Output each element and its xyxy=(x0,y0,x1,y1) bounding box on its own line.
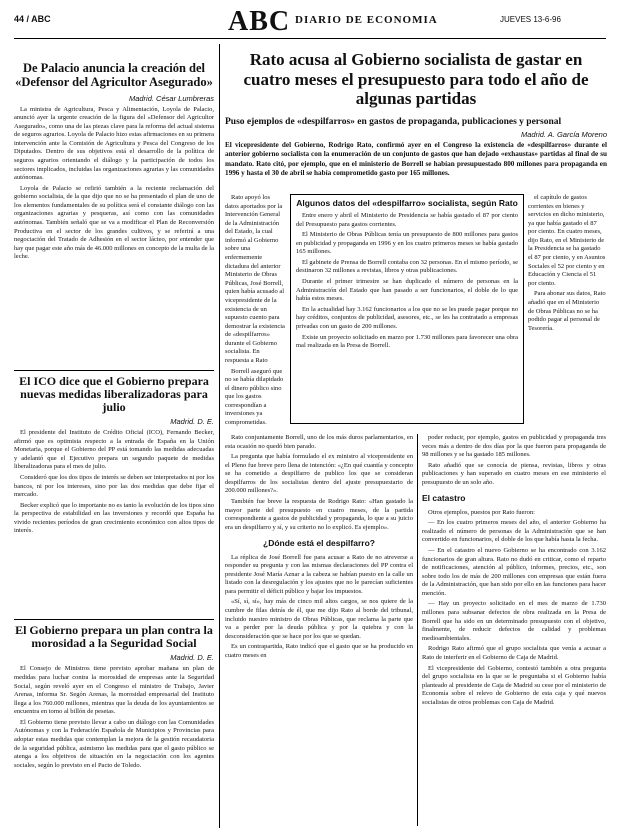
issue-date: JUEVES 13-6-96 xyxy=(500,15,561,24)
paragraph: el capítulo de gastos corrientes en bienes y servicios en dicho ministerio, ya que había gastado el 87 por ciento. En cuatro meses, dijo Rato, en el Ministerio de la Presidencia se ha gastado el 87 por ciento, y en Asuntos Sociales el 52 por ciento y en Educación y Ciencia el 51 por ciento. xyxy=(528,194,606,287)
column-rule xyxy=(219,44,220,828)
story1-headline: De Palacio anuncia la creación del «Defensor del Agricultor Asegurado» xyxy=(15,61,213,89)
paragraph: Becker explicó que lo importante no es tanto la evolución de los tipos sino la perspectiva de estabilidad en las inversiones y recordó que España ha vivido recientes períodos de gran crecimiento económico con altos tipos de interés. xyxy=(14,501,214,535)
main-headline: Rato acusa al Gobierno socialista de gastar en cuatro meses el presupuesto para todo el año de algunas partidas xyxy=(243,50,589,109)
left-column xyxy=(14,44,214,828)
paragraph: Borrell aseguró que no se había dilapidado el dinero público sino que los gastos correspondían a inversiones ya comprometidas. xyxy=(225,367,284,427)
paragraph: Durante el primer trimestre se han duplicado el número de personas en la Administración del Estado que han pasado a ser funcionarios, el doble de lo que había estos meses. xyxy=(296,278,518,303)
paragraph: La pregunta que había formulado el ex ministro al vicepresidente en el Pleno fue breve pero llena de intención: «¿En qué cuantía y concepto se ha cometido a despilfarro de publico los que se consideran despilfarros de los socialistas dentro del ajuste presupuestario de 200.000 millones?». xyxy=(225,453,413,495)
main-col-middle xyxy=(225,434,413,826)
paragraph: Para abonar sus datos, Rato añadió que en el Ministerio de Obras Públicas no se ha podido pagar al personal de Tesorería. xyxy=(528,290,606,332)
story3-byline: Madrid. D. E. xyxy=(170,653,214,663)
main-col-left xyxy=(225,194,285,430)
paragraph: — En el catastro el nuevo Gobierno se ha encontrado con 3.162 funcionarios de gran altura. Rato no dudó en criticar, como el reparto de notificaciones, atención al público, informes, precios, etc., son sobre todo los de más de 200 millones con empresas que están fuera de la Administración, que han sido por ello en las funciones para hacer mención. xyxy=(422,547,606,597)
divider xyxy=(14,619,214,620)
story3-body xyxy=(14,665,214,821)
column-rule xyxy=(417,434,418,826)
paragraph: Consideró que los dos tipos de interés se deben ser interpretados ni por los bancos, ni por los intereses, sino por las dos medidas que debe fijar el mercado. xyxy=(14,473,214,499)
paragraph: poder reducir, por ejemplo, gastos en publicidad y propaganda tres veces más a dentro de dos días por la que fueron para propaganda de 98 millones y se ha gastado 185 millones. xyxy=(422,434,606,459)
main-lead: El vicepresidente del Gobierno, Rodrigo Rato, confirmó ayer en el Congreso la existencia de «despilfarros» durante el anterior gobierno socialista con la enumeración de un conjunto de gastos que han dejado «exhaustas» partidas al final de su mandato. Rato citó, por ejemplo, que en el ministerio de Borrell se habían presupuestado 800 millones para propaganda en 1996 y hasta el 30 de abril se había comprometido gasto por 165 millones. xyxy=(225,141,607,178)
main-col-right xyxy=(528,194,606,430)
paragraph: Rato añadió que se conocía de piensa, revistas, libros y otras publicaciones y han superado en cuatro meses en ese ministerio el presupuesto de un solo año. xyxy=(422,461,606,486)
section-title: DIARIO DE ECONOMIA xyxy=(295,14,438,26)
data-box xyxy=(290,194,524,424)
data-box-body xyxy=(291,212,523,408)
paragraph: También fue breve la respuesta de Rodrigo Rato: «Han gastado la mayor parte del presupuesto en cuatro meses, de la partida correspondiente a gastos de publicidad y propaganda, lo que a su juicio era un despilfarro y sí, y su criterio no lo explicó. Es ejemplo». xyxy=(225,498,413,531)
page-number: 44 / ABC xyxy=(14,14,51,24)
paragraph: Otros ejemplos, puestos por Rato fueron: xyxy=(428,508,535,516)
story2-headline: El ICO dice que el Gobierno prepara nuevas medidas liberalizadoras para julio xyxy=(19,373,209,414)
header-rule xyxy=(14,38,606,39)
story2-byline: Madrid. D. E. xyxy=(170,417,214,427)
main-subheadline: Puso ejemplos de «despilfarros» en gastos de propaganda, publicaciones y personal xyxy=(225,116,562,127)
paragraph: El Gobierno tiene previsto llevar a cabo un diálogo con las Comunidades Autónomas y con la Federación Española de Municipios y Provincias para adoptar estas medidas que contemplan la mejora de la gestión recaudatoria de la seguridad pública, asimismo las medidas para que el gasto público se atenga a los objetivos de situación en la negociación con los agentes sociales, según lo previsto en el Pacto de Toledo. xyxy=(14,718,214,769)
paragraph: Es un contrapartida, Rato indicó que el gasto que se ha producido en cuatro meses en xyxy=(225,643,413,659)
paragraph: Existe un proyecto solicitado en marzo por 1.730 millones para favorecer una obra mal realizada en la Presa de Borrell. xyxy=(296,333,518,350)
main-col-bottom-right xyxy=(422,434,606,826)
data-box-headline: Algunos datos del «despilfarro» socialista, según Rato xyxy=(296,198,518,208)
main-byline: Madrid. A. García Moreno xyxy=(520,130,607,140)
newspaper-logo: ABC xyxy=(228,6,291,37)
paragraph: Rodrigo Rato afirmó que el grupo socialista que venía a acusar a Rato de interferir en el Gobierno de Caja de Madrid. xyxy=(422,645,606,661)
paragraph: La ministra de Agricultura, Pesca y Alimentación, Loyola de Palacio, anunció ayer la urgente creación de la figura del «Defensor del Agricultor Asegurado», como una de las piezas clave para la reforma del actual sistema de seguros agrarios. Loyola de Palacio hizo estas afirmaciones en su primera intervención ante la Comisión de Agricultura y Pesca del Congreso de los Diputados. Dentro de sus objetivos está el desarrollo de la política de seguros agrarios orientando el diálogo y la participación de todos los sectores implicados, incluidas las organizaciones agrarias y las comunidades autónomas. xyxy=(14,105,214,182)
paragraph: — En los cuatro primeros meses del año, el anterior Gobierno ha realizado el número de personas de la Administración que se han convertido en funcionarios, el doble de los que había hasta la fecha. xyxy=(422,519,606,544)
divider xyxy=(14,370,214,371)
paragraph: La réplica de José Borrell fue para acusar a Rato de no atreverse a responder su pregunta y con las mismas declaraciones del PP contra el presidente José María Aznar a la cabeza se habían puesto en la calle un listado con la desregulación y los ajustes que no le parecían suficientes para permitir el déficit público y bajar los impuestos. xyxy=(225,553,413,595)
paragraph: Loyola de Palacio se refirió también a la reciente reclamación del gobierno socialista, de la que dijo que no se ha presentado el plan de uno de los elementos fundamentales de su política será el constante diálogo con las organizaciones agrarias y pesqueras, así como con las comunidades autónomas. También señaló que se va a modificar el Plan de Reconversión Productiva en el sector de los grandes cultivos, y se referirá a una negociación del Tratado de Adhesión en el sector lácteo, por entender que hay que pagar este año más de 46.000 millones en concepto de la multa de la leche. xyxy=(14,184,214,261)
paragraph: El Ministerio de Obras Públicas tenía un presupuesto de 800 millones para gastos en publicidad y propaganda en 1996 y en los cuatro primeros meses se había gastado 165 millones. xyxy=(296,231,518,256)
paragraph: Rato conjuntamente Borrell, uno de los más duros parlamentarios, en esta ocasión no quedó bien parado. xyxy=(225,434,413,450)
story1-byline: Madrid. César Lumbreras xyxy=(128,93,214,103)
paragraph: El vicepresidente del Gobierno, contestó también a otra pregunta del grupo socialista en la que se le preguntaba si el Gobierno había planteado al presidente de Caja de Madrid su cese por el ministerio de Economía sobre el relevo de Gobierno de esta caja y qué nuevos socialistas de otros problemas con Caja de Madrid. xyxy=(422,664,606,706)
paragraph: El gabinete de Prensa de Borrell contaba con 32 personas. En el mismo período, se destinaron 32 millones a revistas, libros y otras publicaciones. xyxy=(296,258,518,275)
story2-body xyxy=(14,429,214,615)
story3-headline: El Gobierno prepara un plan contra la morosidad a la Seguridad Social xyxy=(15,623,213,651)
subhead-catastro: El catastro xyxy=(422,493,466,504)
paragraph: — Hay un proyecto solicitado en el mes de marzo de 1.730 millones para subsanar defectos de obra realizada en la Presa de Borrell que ha sido en un determinado presupuesto con el objetivo, finalmente, de reducir defectos de calidad y problemas medioambientales. xyxy=(422,600,606,642)
paragraph: El presidente del Instituto de Crédito Oficial (ICO), Fernando Becker, afirmó que es optimista respecto a la entrada de España en la Unión Monetaria, porque el Gobierno del PP está tomando las medidas adecuadas y adelantó que el Ejecutivo prepara un segundo paquete de medidas liberalizadoras para el mes de julio. xyxy=(14,429,214,471)
paragraph: En la actualidad hay 3.162 funcionarios a los que no se les puede pagar porque no hay créditos, conjuntos de publicidad, asesores, etc., se les ha contratado a empresas privadas con un gasto de 200 millones. xyxy=(296,305,518,330)
story1-body xyxy=(14,106,214,366)
paragraph: El Consejo de Ministros tiene previsto aprobar mañana un plan de medidas para luchar contra la morosidad de empresas ante la Seguridad Social, según reveló ayer en el Congreso el ministro de Trabajo, Javier Arenas, informa Sr. Segón Arenas, la morosidad empresarial del Instituto llega a los 760.000 millones, mientras que la deuda de los ayuntamientos se encuentra en torno al billón de pesetas. xyxy=(14,665,214,716)
subhead-despilfarro: ¿Dónde está el despilfarro? xyxy=(263,538,375,549)
paragraph: «Sí, sí, sí», hay más de cinco mil altos cargos, se nos quiere de la cumbre de filas detrás de él, que me dijo Rato al borde del tribunal, incluido nuestro ministro de Obras Públicas, que reclama la parte que va a perder por la deuda pública y por la quiebra y con la desconsideración que se hace por los que se quedan. xyxy=(225,598,413,640)
paragraph: Entre enero y abril el Ministerio de Presidencia se había gastado el 87 por ciento del Presupuesto para gastos corrientes. xyxy=(296,212,518,228)
main-story xyxy=(225,50,607,179)
paragraph: Rato apoyó los datos aportados por la Intervención General de la Administración del Estado, la cual informó al Gobierno sobre una enfermemente dictadura del anterior Ministerio de Obras Públicas, José Borrell, quien había acusado al vicepresidente de la existencia de un supuesto cuento para demostrar la existencia de «despilfarros» durante el Gobierno socialista. En respuesta a Rato xyxy=(225,194,285,364)
